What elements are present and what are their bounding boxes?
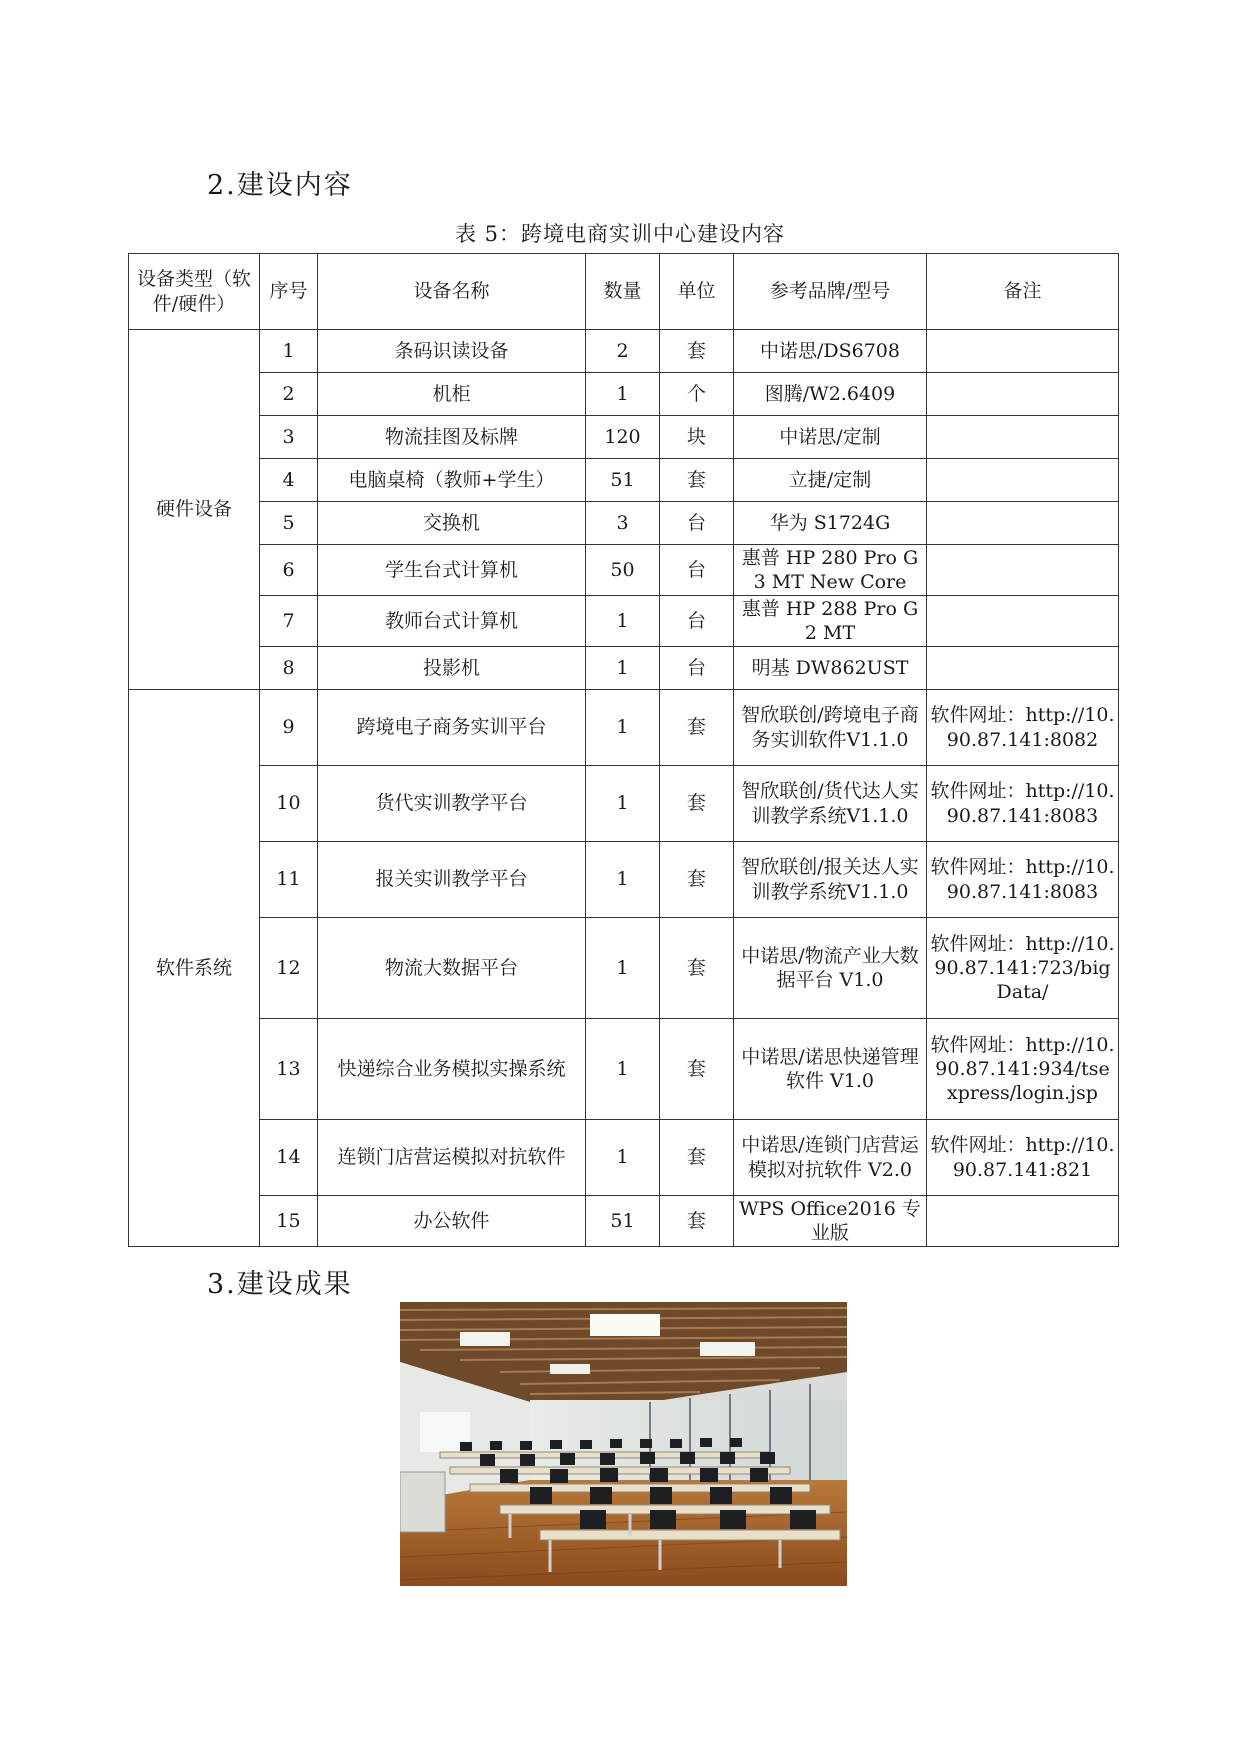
cell-name: 办公软件 (318, 1196, 586, 1247)
cell-name: 跨境电子商务实训平台 (318, 690, 586, 766)
cell-qty: 1 (586, 918, 660, 1019)
cell-unit: 台 (660, 647, 734, 690)
cell-brand: 图腾/W2.6409 (734, 373, 927, 416)
table-row (129, 545, 1119, 596)
cell-note: 软件网址：http://10.90.87.141:8083 (927, 766, 1119, 842)
cell-no: 8 (260, 647, 318, 690)
table-row (129, 1120, 1119, 1196)
table-row (129, 1196, 1119, 1247)
cell-qty: 3 (586, 502, 660, 545)
cell-name: 投影机 (318, 647, 586, 690)
table-row (129, 918, 1119, 1019)
cell-brand: 智欣联创/跨境电子商务实训软件V1.1.0 (734, 690, 927, 766)
header-unit: 单位 (660, 254, 734, 330)
cell-name: 学生台式计算机 (318, 545, 586, 596)
cell-note (927, 545, 1119, 596)
cell-note: 软件网址：http://10.90.87.141:934/tsexpress/login.jsp (927, 1019, 1119, 1120)
cell-note (927, 647, 1119, 690)
table-row (129, 1019, 1119, 1120)
cell-brand: WPS Office2016 专业版 (734, 1196, 927, 1247)
group-software: 软件系统 (129, 690, 260, 1247)
cell-name: 报关实训教学平台 (318, 842, 586, 918)
cell-brand: 中诺思/诺思快递管理软件 V1.0 (734, 1019, 927, 1120)
cell-note (927, 416, 1119, 459)
header-name: 设备名称 (318, 254, 586, 330)
cell-name: 交换机 (318, 502, 586, 545)
table-row (129, 596, 1119, 647)
cell-brand: 中诺思/定制 (734, 416, 927, 459)
cell-unit: 台 (660, 596, 734, 647)
table-row (129, 842, 1119, 918)
table-row (129, 690, 1119, 766)
cell-no: 9 (260, 690, 318, 766)
cell-qty: 1 (586, 690, 660, 766)
cell-name: 快递综合业务模拟实操系统 (318, 1019, 586, 1120)
cell-no: 2 (260, 373, 318, 416)
header-type: 设备类型（软件/硬件） (129, 254, 260, 330)
cell-unit: 套 (660, 918, 734, 1019)
table-row (129, 416, 1119, 459)
cell-no: 15 (260, 1196, 318, 1247)
cell-brand: 中诺思/连锁门店营运模拟对抗软件 V2.0 (734, 1120, 927, 1196)
section-2-title: 2.建设内容 (207, 170, 353, 201)
cell-note (927, 459, 1119, 502)
cell-name: 条码识读设备 (318, 330, 586, 373)
cell-qty: 1 (586, 842, 660, 918)
cell-name: 机柜 (318, 373, 586, 416)
cell-no: 14 (260, 1120, 318, 1196)
table-row (129, 647, 1119, 690)
cell-unit: 块 (660, 416, 734, 459)
cell-no: 3 (260, 416, 318, 459)
cell-name: 电脑桌椅（教师+学生） (318, 459, 586, 502)
cell-no: 6 (260, 545, 318, 596)
cell-qty: 120 (586, 416, 660, 459)
cell-qty: 1 (586, 766, 660, 842)
cell-name: 货代实训教学平台 (318, 766, 586, 842)
group-hardware: 硬件设备 (129, 330, 260, 690)
header-no: 序号 (260, 254, 318, 330)
cell-brand: 立捷/定制 (734, 459, 927, 502)
header-qty: 数量 (586, 254, 660, 330)
cell-brand: 中诺思/物流产业大数据平台 V1.0 (734, 918, 927, 1019)
cell-unit: 套 (660, 330, 734, 373)
cell-no: 10 (260, 766, 318, 842)
table-row (129, 330, 1119, 373)
cell-brand: 智欣联创/货代达人实训教学系统V1.1.0 (734, 766, 927, 842)
cell-no: 4 (260, 459, 318, 502)
cell-no: 1 (260, 330, 318, 373)
table-header-row (129, 254, 1119, 330)
header-brand: 参考品牌/型号 (734, 254, 927, 330)
computer-lab-photo (400, 1302, 847, 1586)
cell-qty: 51 (586, 1196, 660, 1247)
equipment-table (128, 253, 1119, 1247)
cell-brand: 惠普 HP 288 Pro G2 MT (734, 596, 927, 647)
cell-note (927, 330, 1119, 373)
cell-unit: 台 (660, 545, 734, 596)
cell-no: 7 (260, 596, 318, 647)
cell-qty: 1 (586, 1019, 660, 1120)
cell-unit: 套 (660, 1120, 734, 1196)
cell-note: 软件网址：http://10.90.87.141:8082 (927, 690, 1119, 766)
header-note: 备注 (927, 254, 1119, 330)
cell-brand: 华为 S1724G (734, 502, 927, 545)
table-row (129, 766, 1119, 842)
cell-note (927, 373, 1119, 416)
cell-unit: 套 (660, 690, 734, 766)
cell-unit: 套 (660, 842, 734, 918)
cell-qty: 1 (586, 647, 660, 690)
cell-qty: 1 (586, 373, 660, 416)
cell-qty: 1 (586, 596, 660, 647)
cell-no: 13 (260, 1019, 318, 1120)
table-row (129, 459, 1119, 502)
cell-name: 连锁门店营运模拟对抗软件 (318, 1120, 586, 1196)
cell-no: 5 (260, 502, 318, 545)
table-row (129, 373, 1119, 416)
cell-qty: 2 (586, 330, 660, 373)
cell-unit: 套 (660, 1196, 734, 1247)
table-row (129, 502, 1119, 545)
cell-note: 软件网址：http://10.90.87.141:8083 (927, 842, 1119, 918)
cell-note (927, 596, 1119, 647)
cell-name: 物流大数据平台 (318, 918, 586, 1019)
cell-qty: 51 (586, 459, 660, 502)
cell-brand: 明基 DW862UST (734, 647, 927, 690)
cell-unit: 套 (660, 459, 734, 502)
table-caption: 表 5：跨境电商实训中心建设内容 (454, 222, 786, 246)
cell-no: 12 (260, 918, 318, 1019)
cell-qty: 50 (586, 545, 660, 596)
cell-note: 软件网址：http://10.90.87.141:723/bigData/ (927, 918, 1119, 1019)
cell-unit: 套 (660, 1019, 734, 1120)
cell-unit: 个 (660, 373, 734, 416)
cell-brand: 惠普 HP 280 Pro G3 MT New Core (734, 545, 927, 596)
cell-name: 物流挂图及标牌 (318, 416, 586, 459)
cell-note (927, 1196, 1119, 1247)
cell-brand: 中诺思/DS6708 (734, 330, 927, 373)
cell-note: 软件网址：http://10.90.87.141:821 (927, 1120, 1119, 1196)
cell-unit: 套 (660, 766, 734, 842)
cell-unit: 台 (660, 502, 734, 545)
cell-name: 教师台式计算机 (318, 596, 586, 647)
cell-no: 11 (260, 842, 318, 918)
cell-qty: 1 (586, 1120, 660, 1196)
cell-note (927, 502, 1119, 545)
section-3-title: 3.建设成果 (207, 1269, 353, 1300)
cell-brand: 智欣联创/报关达人实训教学系统V1.1.0 (734, 842, 927, 918)
